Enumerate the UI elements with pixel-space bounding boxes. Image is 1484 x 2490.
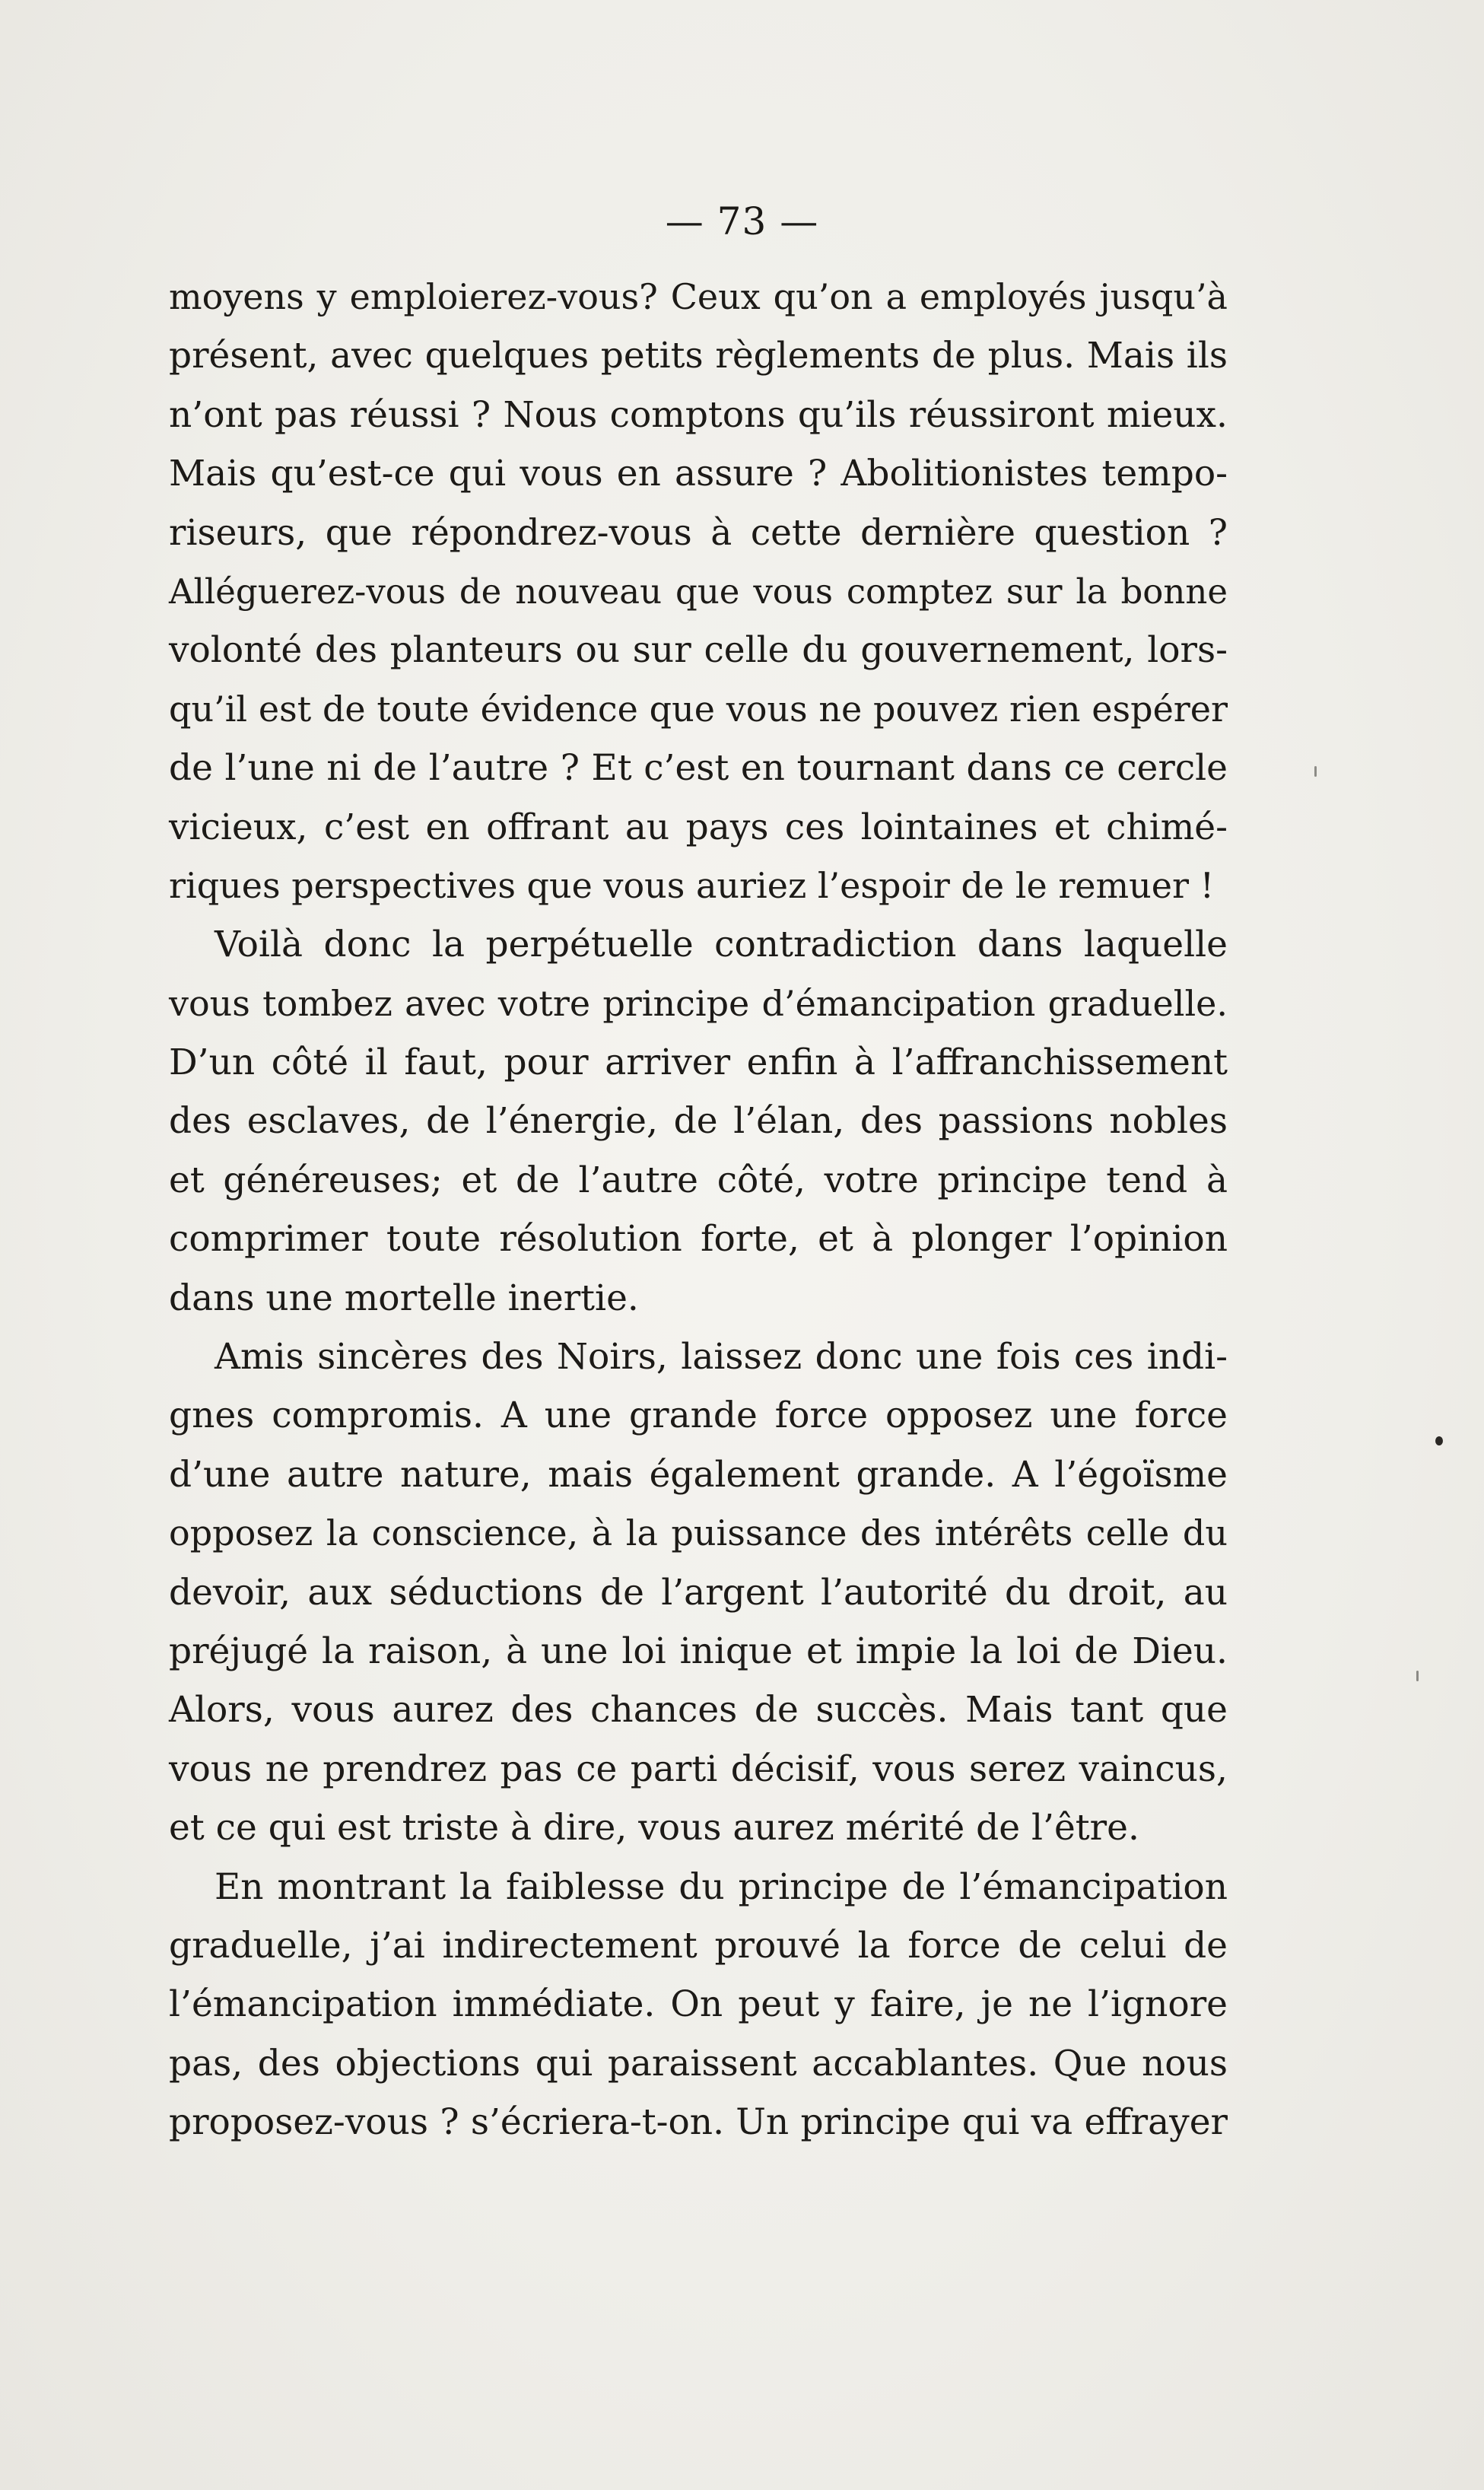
text-line: dans une mortelle inertie. <box>169 1277 639 1319</box>
text-line: Voilà donc la perpétuelle contradiction dans laquelle <box>214 924 1228 966</box>
text-line: comprimer toute résolution forte, et à plonger l’opinion <box>169 1218 1228 1261</box>
text-line: riseurs, que répondrez-vous à cette dernière question ? <box>169 511 1228 554</box>
body-text <box>169 268 1228 2152</box>
text-line: vicieux, c’est en offrant au pays ces lointaines et chimé- <box>169 806 1228 848</box>
text-line: D’un côté il faut, pour arriver enfin à l’affranchissement <box>169 1041 1228 1084</box>
text-line: vous tombez avec votre principe d’émancipation graduelle. <box>169 982 1228 1024</box>
text-line: moyens y emploierez-vous? Ceux qu’on a employés jusqu’à <box>169 276 1228 317</box>
text-line: préjugé la raison, à une loi inique et impie la loi de Dieu. <box>169 1630 1228 1672</box>
text-line: n’ont pas réussi ? Nous comptons qu’ils réussiront mieux. <box>169 393 1228 436</box>
ink-speck <box>1416 1671 1419 1681</box>
text-line: pas, des objections qui paraissent accablantes. Que nous <box>169 2042 1228 2085</box>
text-line: proposez-vous ? s’écriera-t-on. Un principe qui va effrayer <box>169 2101 1228 2144</box>
text-line: Amis sincères des Noirs, laissez donc une fois ces indi- <box>214 1336 1228 1379</box>
text-line: d’une autre nature, mais également grande. A l’égoïsme <box>169 1453 1228 1496</box>
text-line: qu’il est de toute évidence que vous ne pouvez rien espérer <box>169 688 1228 730</box>
paragraph <box>169 268 1228 915</box>
text-line: devoir, aux séductions de l’argent l’autorité du droit, au <box>169 1571 1228 1614</box>
text-line: de l’une ni de l’autre ? Et c’est en tournant dans ce cercle <box>169 747 1228 790</box>
paragraph <box>169 915 1228 1328</box>
paragraph <box>169 1858 1228 2152</box>
text-line: Alors, vous aurez des chances de succès. Mais tant que <box>169 1689 1228 1732</box>
text-line: gnes compromis. A une grande force opposez une force <box>169 1394 1228 1437</box>
text-line: opposez la conscience, à la puissance des intérêts celle du <box>169 1512 1228 1554</box>
text-line: volonté des planteurs ou sur celle du gouvernement, lors- <box>169 629 1228 672</box>
ink-speck <box>1314 766 1317 777</box>
text-line: des esclaves, de l’énergie, de l’élan, des passions nobles <box>169 1100 1228 1143</box>
text-line: et généreuses; et de l’autre côté, votre principe tend à <box>169 1159 1228 1201</box>
text-line: Alléguerez-vous de nouveau que vous comptez sur la bonne <box>169 571 1228 612</box>
text-line: et ce qui est triste à dire, vous aurez mérité de l’être. <box>169 1807 1139 1849</box>
paragraph <box>169 1328 1228 1858</box>
text-line: Mais qu’est-ce qui vous en assure ? Abolitionistes tempo- <box>169 453 1228 495</box>
text-line: graduelle, j’ai indirectement prouvé la force de celui de <box>169 1924 1228 1967</box>
text-line: riques perspectives que vous auriez l’espoir de le remuer ! <box>169 864 1215 906</box>
page-number: — 73 — <box>665 199 819 243</box>
text-line: l’émancipation immédiate. On peut y faire, je ne l’ignore <box>169 1983 1228 2026</box>
text-line: vous ne prendrez pas ce parti décisif, vous serez vaincus, <box>169 1747 1228 1790</box>
text-line: En montrant la faiblesse du principe de l’émancipation <box>214 1865 1228 1908</box>
ink-speck <box>1435 1436 1443 1445</box>
text-line: présent, avec quelques petits règlements de plus. Mais ils <box>169 335 1228 377</box>
